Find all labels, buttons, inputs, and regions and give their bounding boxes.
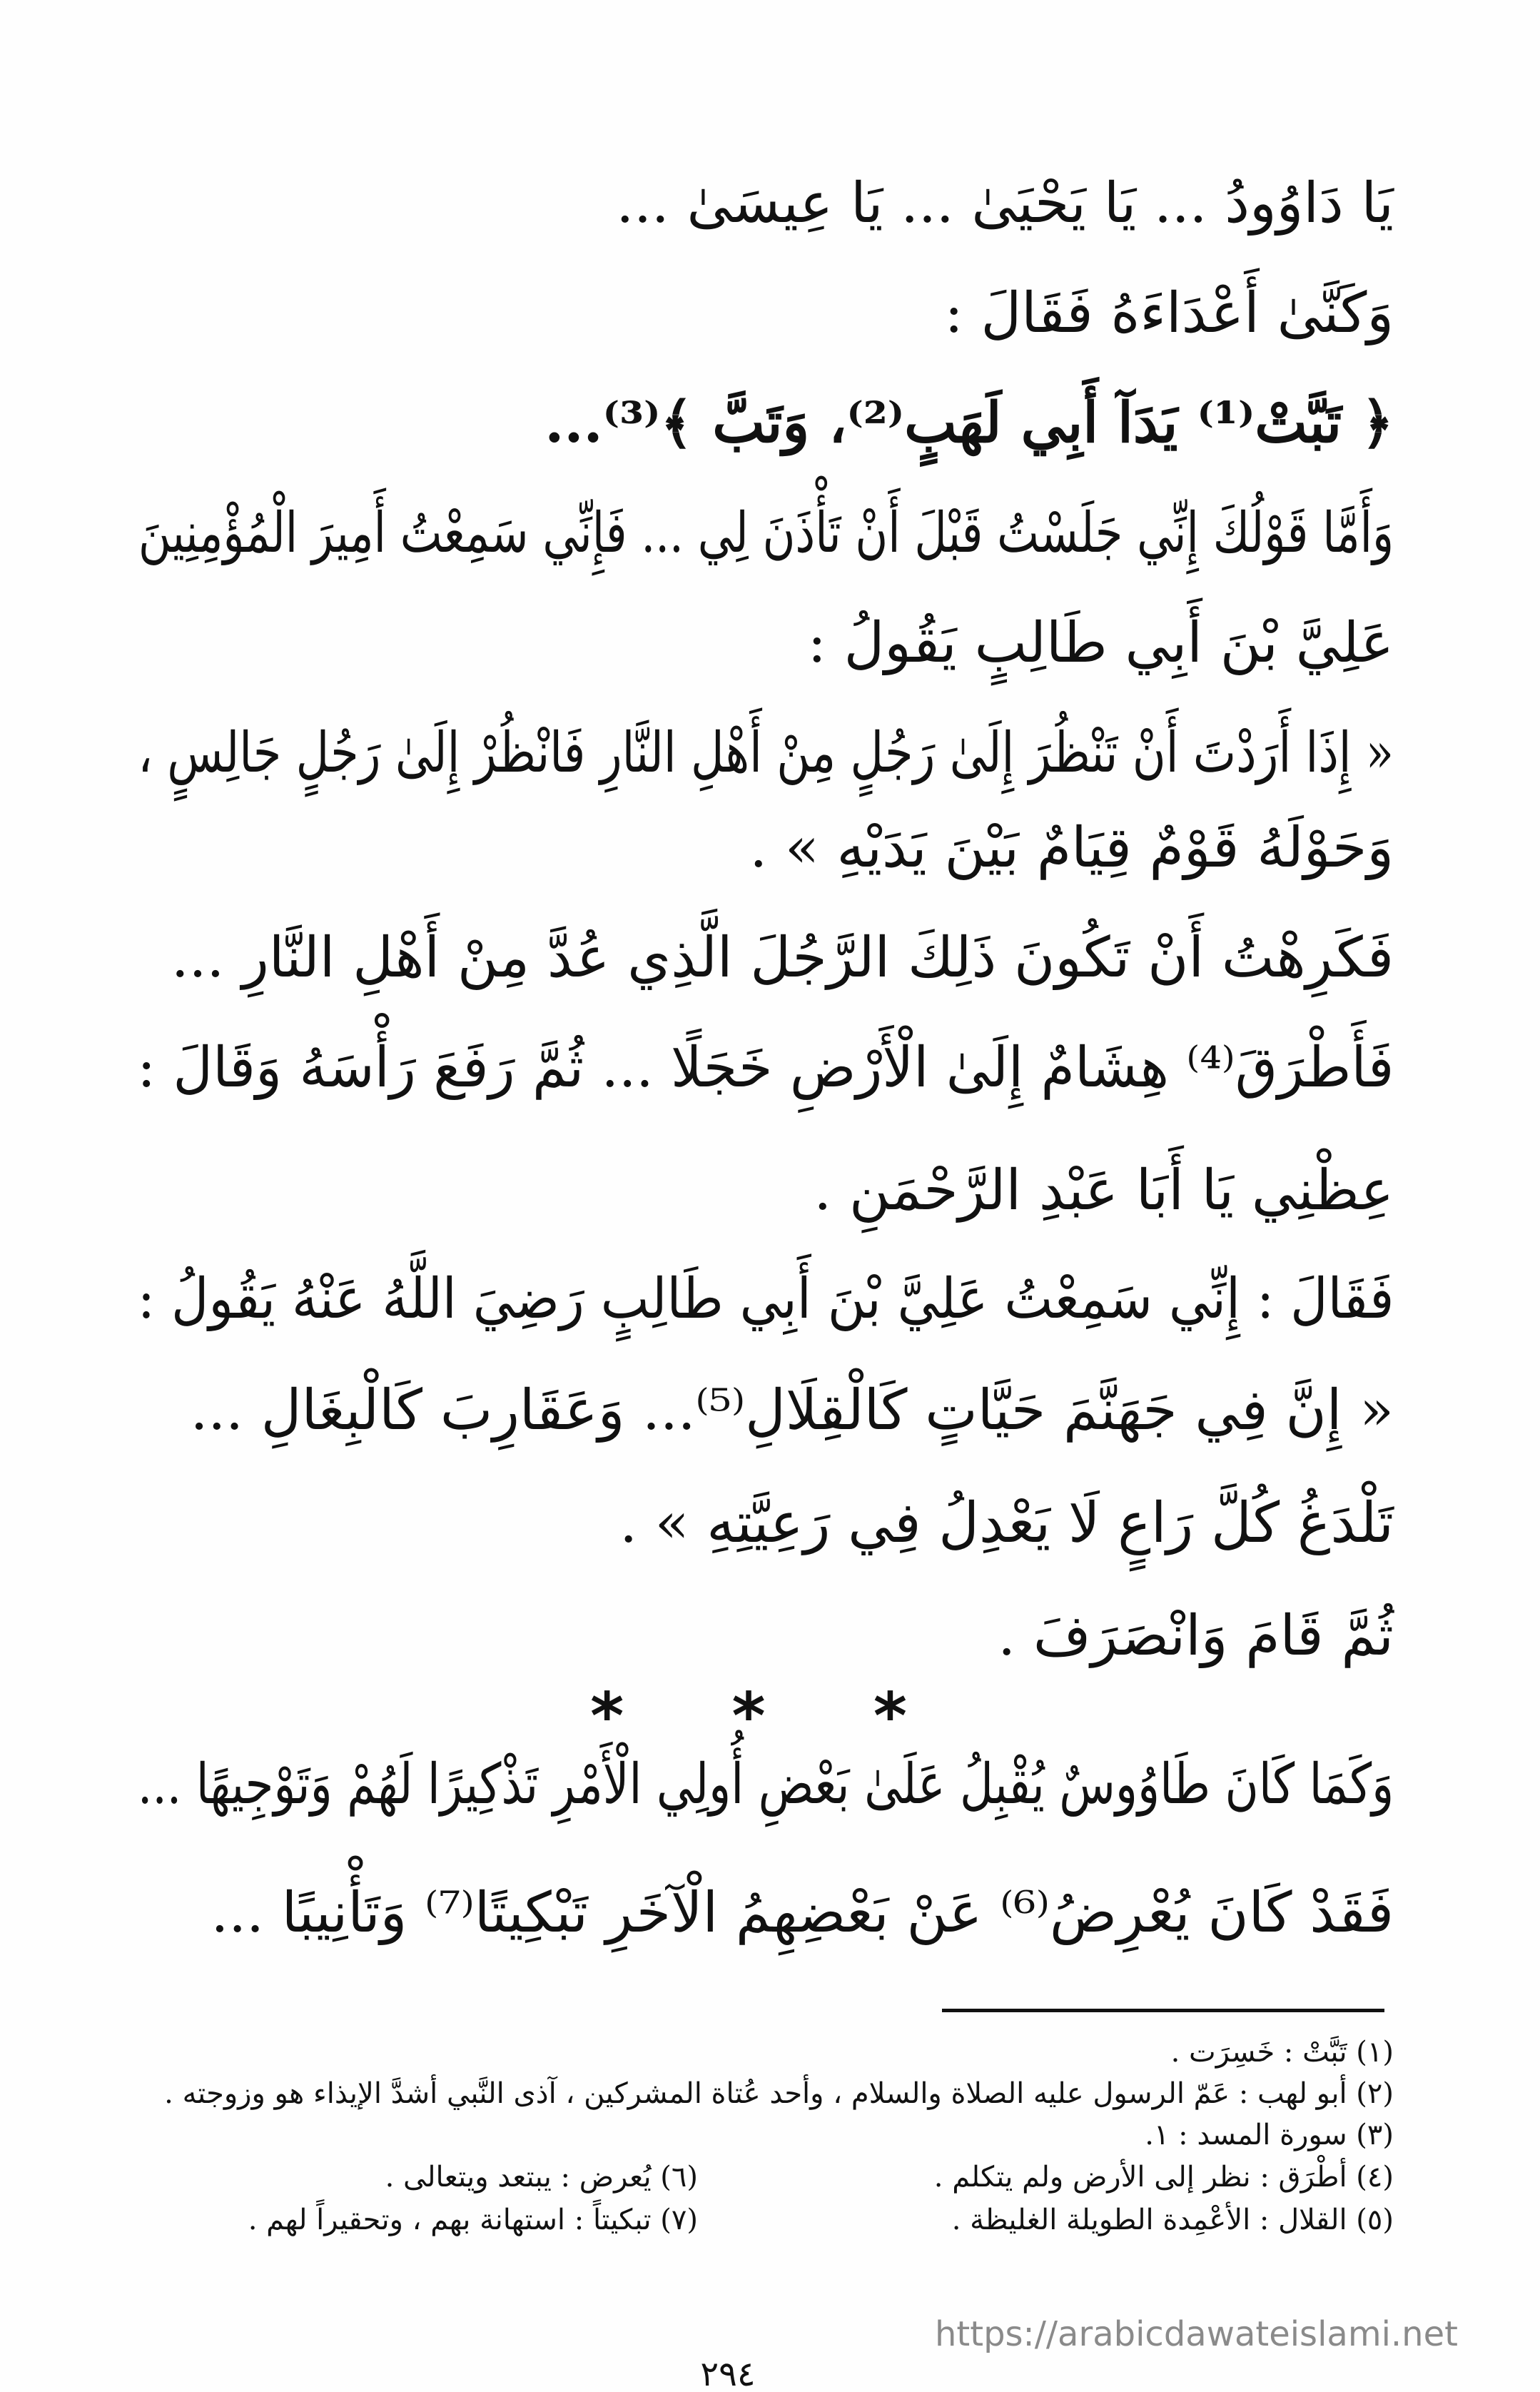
text-line-16: فَقَدْ كَانَ يُعْرِضُ⁽⁶⁾ عَنْ بَعْضِهِمُ الْآخَرِ تَبْكِيتًا⁽⁷⁾ وَتَأْنِيبًا ...: [211, 1881, 1394, 1945]
text-line-12: « إِنَّ فِي جَهَنَّمَ حَيَّاتٍ كَالْقِلَالِ⁽⁵⁾... وَعَقَارِبَ كَالْبِغَالِ ...: [190, 1378, 1394, 1443]
footnote-6: (٦) يُعرض : يبتعد ويتعالى .: [385, 2161, 698, 2194]
footnote-2: (٢) أبو لهب : عَمّ الرسول عليه الصلاة والسلام ، وأحد عُتاة المشركين ، آذى النَّبي أشدَّ الإيذاء هو وزوجته .: [164, 2077, 1394, 2110]
footnote-rule: [942, 2009, 1384, 2012]
text-line-13: تَلْدَغُ كُلَّ رَاعٍ لَا يَعْدِلُ فِي رَعِيَّتِهِ » .: [619, 1491, 1394, 1555]
section-separator: * * *: [590, 1679, 950, 1754]
text-line-5: عَلِيَّ بْنَ أَبِي طَالِبٍ يَقُولُ :: [807, 611, 1394, 675]
text-line-7: وَحَوْلَهُ قَوْمٌ قِيَامٌ بَيْنَ يَدَيْهِ » .: [749, 816, 1394, 880]
footnote-4: (٤) أطْرَق : نظر إلى الأرض ولم يتكلم .: [933, 2161, 1394, 2194]
page-number: ٢٩٤: [700, 2354, 756, 2392]
text-line-14: ثُمَّ قَامَ وَانْصَرَفَ .: [998, 1604, 1394, 1668]
footnote-5: (٥) القلال : الأعْمِدة الطويلة الغليظة .: [951, 2204, 1394, 2236]
text-line-11: فَقَالَ : إِنِّي سَمِعْتُ عَلِيَّ بْنَ أَبِي طَالِبٍ رَضِيَ اللَّهُ عَنْهُ يَقُولُ :: [137, 1267, 1394, 1331]
text-line-8: فَكَرِهْتُ أَنْ تَكُونَ ذَلِكَ الرَّجُلَ الَّذِي عُدَّ مِنْ أَهْلِ النَّارِ ...: [171, 926, 1394, 990]
text-line-10: عِظْنِي يَا أَبَا عَبْدِ الرَّحْمَنِ .: [814, 1159, 1394, 1223]
text-line-6: « إِذَا أَرَدْتَ أَنْ تَنْظُرَ إِلَىٰ رَجُلٍ مِنْ أَهْلِ النَّارِ فَانْظُرْ إِلَىٰ رَجُلٍ جَالِسٍ ،: [138, 721, 1394, 785]
text-line-15: وَكَمَا كَانَ طَاوُوسٌ يُقْبِلُ عَلَىٰ بَعْضِ أُولِي الْأَمْرِ تَذْكِيرًا لَهُمْ وَتَوْجِيهًا ...: [137, 1752, 1394, 1817]
text-line-9: فَأَطْرَقَ⁽⁴⁾ هِشَامٌ إِلَىٰ الْأَرْضِ خَجَلًا ... ثُمَّ رَفَعَ رَأْسَهُ وَقَالَ :: [136, 1036, 1394, 1100]
text-line-2: وَكَنَّىٰ أَعْدَاءَهُ فَقَالَ :: [944, 281, 1394, 345]
footnote-3: (٣) سورة المسد : ١.: [1145, 2119, 1394, 2151]
quran-verse-line: ﴿ تَبَّتْ⁽¹⁾ يَدَآ أَبِي لَهَبٍ⁽²⁾، وَتَبَّ ﴾⁽³⁾...: [544, 390, 1394, 455]
text-line-1: يَا دَاوُودُ ... يَا يَحْيَىٰ ... يَا عِيسَىٰ ...: [616, 171, 1394, 236]
text-line-4: وَأَمَّا قَوْلُكَ إِنِّي جَلَسْتُ قَبْلَ أَنْ تَأْذَنَ لِي ... فَإِنِّي سَمِعْتُ أَمِيرَ الْمُؤْمِنِينَ: [138, 501, 1394, 565]
footnote-1: (١) تَبَّتْ : خَسِرَت .: [1170, 2036, 1394, 2069]
footnote-7: (٧) تبكيتاً : استهانة بهم ، وتحقيراً لهم .: [248, 2204, 698, 2236]
website-watermark: https://arabicdawateislami.net: [935, 2314, 1458, 2354]
